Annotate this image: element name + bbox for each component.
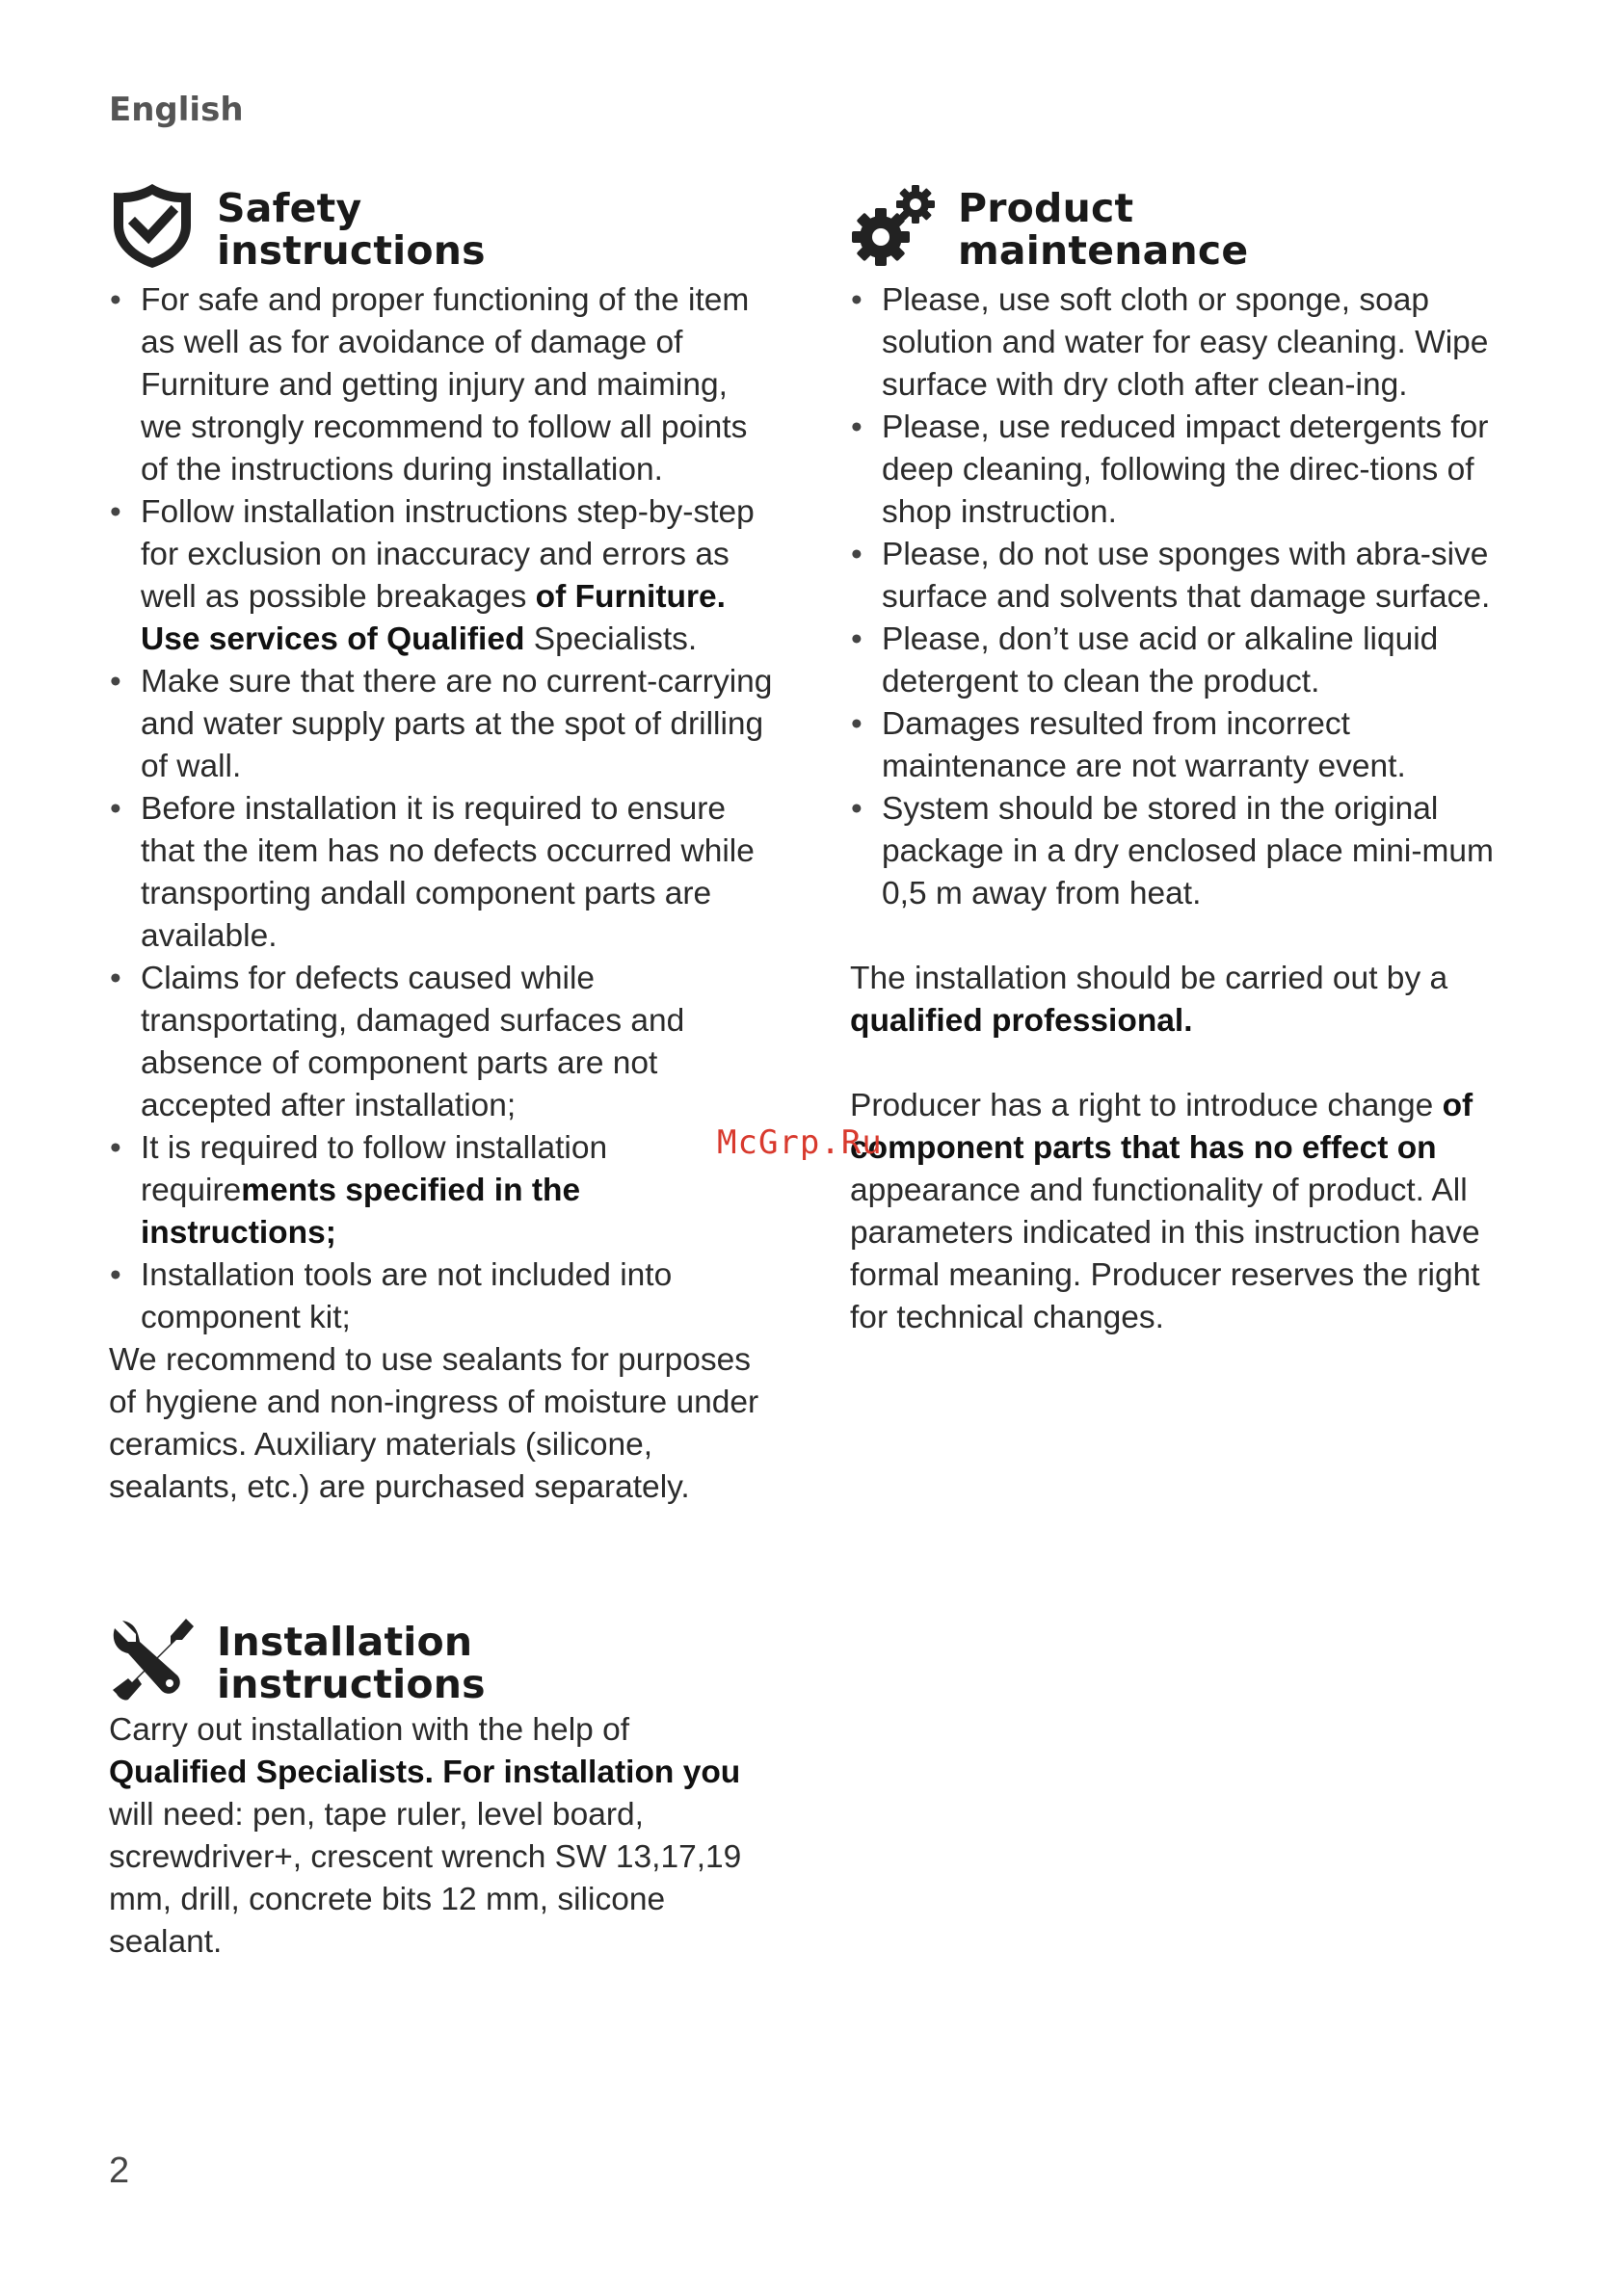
- list-item: • Please, do not use sponges with abra-sive surface and solvents that damage surface.: [850, 534, 1525, 619]
- maintenance-list: [850, 279, 1525, 915]
- list-item: • For safe and proper functioning of the item as well as for avoidance of damage of Furniture and getting injury and maiming, we strongly recommend to follow all points of the instructions during installation.: [109, 279, 774, 491]
- list-item: • Claims for defects caused while transportating, damaged surfaces and absence of component parts are not accepted after installation;: [109, 958, 774, 1127]
- installation-text: Carry out installation with the help of Qualified Specialists. For installation you will need: pen, tape ruler, level board, screwdriver+, crescent wrench SW 13,17,19 mm, drill, concrete bits 12 mm, silicone sealant.: [109, 1712, 742, 1960]
- maintenance-section: [850, 181, 1525, 1339]
- installation-title: Installation instructions: [217, 1619, 486, 1707]
- safety-section: [109, 181, 774, 1509]
- language-label: English: [109, 91, 244, 129]
- list-item: • Please, use reduced impact detergents for deep cleaning, following the direc-tions of shop instruction.: [850, 407, 1525, 534]
- gears-icon: [850, 181, 937, 270]
- tools-icon: [109, 1615, 196, 1703]
- producer-note: Producer has a right to introduce change of component parts that has no effect on appearance and functionality of product. All parameters indicated in this instruction have formal meaning. Producer reserves the right for technical changes.: [850, 1088, 1480, 1335]
- safety-title: Safety instructions: [217, 185, 486, 274]
- shield-check-icon: [109, 181, 196, 270]
- list-item: • Damages resulted from incorrect maintenance are not warranty event.: [850, 703, 1525, 788]
- page-number: 2: [109, 2151, 130, 2191]
- safety-heading: [109, 181, 774, 272]
- safety-list: [109, 279, 774, 1339]
- list-item: • Please, use soft cloth or sponge, soap solution and water for easy cleaning. Wipe surface with dry cloth after clean-ing.: [850, 279, 1525, 407]
- professional-note: The installation should be carried out by a qualified professional.: [850, 961, 1448, 1039]
- installation-heading: [109, 1615, 774, 1705]
- list-item: • Please, don’t use acid or alkaline liquid detergent to clean the product.: [850, 619, 1525, 703]
- list-item: • It is required to follow installation requirements specified in the instructions;: [109, 1127, 774, 1254]
- sealant-note: We recommend to use sealants for purposes of hygiene and non-ingress of moisture under ceramics. Auxiliary materials (silicone, sealants, etc.) are purchased separately.: [109, 1342, 759, 1505]
- list-item: • Follow installation instructions step-by-step for exclusion on inaccuracy and errors as well as possible breakages of Furniture. Use services of Qualified Specialists.: [109, 491, 774, 661]
- installation-section: [109, 1615, 774, 1964]
- list-item: • Make sure that there are no current-carrying and water supply parts at the spot of drilling of wall.: [109, 661, 774, 788]
- list-item: • System should be stored in the original package in a dry enclosed place mini-mum 0,5 m away from heat.: [850, 788, 1525, 915]
- maintenance-heading: [850, 181, 1525, 272]
- watermark: McGrp.Ru: [717, 1123, 883, 1162]
- list-item: • Before installation it is required to ensure that the item has no defects occurred while transporting andall component parts are available.: [109, 788, 774, 958]
- list-item: • Installation tools are not included into component kit;: [109, 1254, 774, 1339]
- maintenance-title: Product maintenance: [958, 185, 1249, 274]
